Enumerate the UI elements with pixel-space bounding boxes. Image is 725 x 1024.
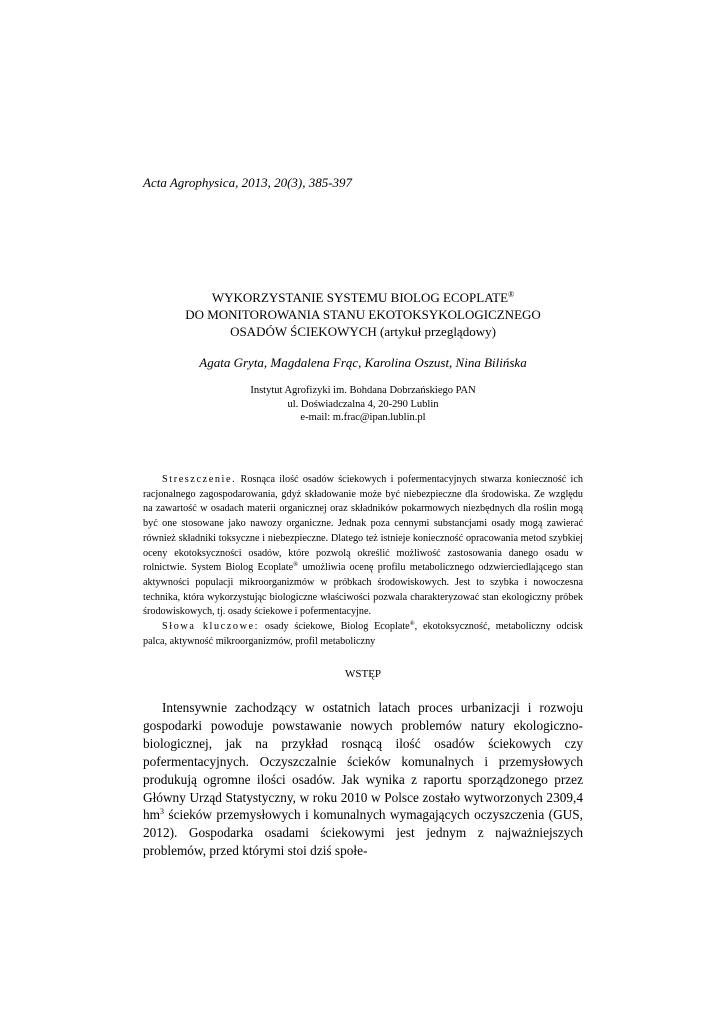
affiliation-institute: Instytut Agrofizyki im. Bohdana Dobrzańskiego PAN — [250, 385, 476, 396]
affiliation-email: e-mail: m.frac@ipan.lublin.pl — [300, 412, 426, 423]
abstract — [143, 473, 583, 649]
registered-mark: ® — [409, 620, 415, 628]
registered-mark: ® — [293, 561, 299, 569]
keywords-paragraph: Słowa kluczowe: osady ściekowe, Biolog Ecoplate®, ekotoksyczność, metaboliczny odcisk palca, aktywność mikroorganizmów, profil metaboliczny — [143, 620, 583, 647]
title-line-1: WYKORZYSTANIE SYSTEMU BIOLOG ECOPLATE® — [211, 290, 515, 305]
abstract-paragraph: Streszczenie. Rosnąca ilość osadów ściekowych i pofermentacyjnych stwarza konieczność ich racjonalnego zagospodarowania, gdyż składowanie może być niebezpieczne dla środowiska. Ze względu na zawartość w osadach materii organicznej oraz składników pokarmowych niezbędnych dla roślin mogą być one stosowane jako nawozy organiczne. Jednak poza cennymi substancjami osady mogą zawierać również składniki toksyczne i niebezpieczne. Dlatego też istnieje konieczność opracowania metod szybkiej oceny ekotoksyczności osadów, które pozwolą określić możliwość zastosowania danego osadu w rolnictwie. System Biolog Ecoplate® umożliwia ocenę profilu metabolicznego odzwierciedlającego stan aktywności populacji mikroorganizmów w próbkach środowiskowych. Jest to szybka i nowoczesna technika, która wykorzystując biologiczne właściwości pozwala charakteryzować stan ekologiczny próbek środowiskowych, tj. osady ściekowe i pofermentacyjne. — [143, 474, 583, 618]
body-paragraph: Intensywnie zachodzący w ostatnich latach proces urbanizacji i rozwoju gospodarki powoduje powstawanie nowych problemów natury ekologiczno-biologicznej, jak na przykład rosnącą ilość osadów ściekowych czy pofermentacyjnych. Oczyszczalnie ścieków komunalnych i przemysłowych produkują ogromne ilości osadów. Jak wynika z raportu sporządzonego przez Główny Urząd Statystyczny, w roku 2010 w Polsce zostało wytworzonych 2309,4 $hm^3$ ścieków przemysłowych i komunalnych wymagających oczyszczenia (GUS, 2012). Gospodarka osadami ściekowymi jest jednym z najważniejszych problemów, przed którymi stoi dziś społe- — [143, 700, 583, 859]
author-list: Agata Gryta, Magdalena Frąc, Karolina Oszust, Nina Bilińska — [199, 355, 527, 370]
registered-mark: ® — [508, 290, 515, 299]
abstract-label: Streszczenie. — [162, 474, 237, 485]
body-text — [143, 699, 583, 860]
keywords-label: Słowa kluczowe: — [162, 621, 260, 633]
title-line-3: OSADÓW ŚCIEKOWYCH (artykuł przeglądowy) — [230, 324, 496, 339]
superscript-exponent: 3 — [160, 807, 164, 817]
affiliation — [143, 384, 583, 425]
title-line-2: DO MONITOROWANIA STANU EKOTOKSYKOLOGICZNEGO — [185, 307, 541, 322]
paper-title — [143, 289, 583, 340]
section-heading: WSTĘP — [344, 668, 382, 680]
affiliation-address: ul. Doświadczalna 4, 20-290 Lublin — [287, 398, 439, 410]
journal-reference: Acta Agrophysica, 2013, 20(3), 385-397 — [143, 175, 353, 190]
